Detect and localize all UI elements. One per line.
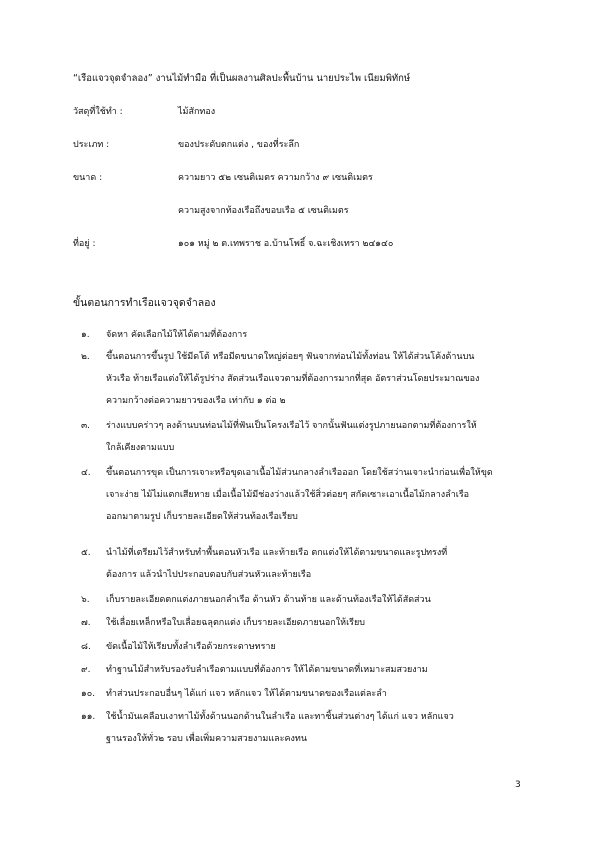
- step-number: ๔.: [81, 468, 91, 478]
- step-number: ๒.: [81, 352, 90, 362]
- step-number: ๘.: [81, 642, 91, 652]
- step-line: เก็บรายละเอียดตกแต่งภายนอกลำเรือ ด้านหัว ด้านท้าย และด้านท้องเรือให้ได้สัดส่วน: [106, 595, 431, 605]
- step-text: [106, 324, 526, 346]
- step-number: ๑๐.: [81, 689, 96, 699]
- info-value: ความยาว ๕๒ เซนติเมตร ความกว้าง ๙ เซนติเมตร: [178, 173, 373, 183]
- step-line: ใช้น้ำมันเคลือบเงาทาไม้ทั้งด้านนอกด้านในลำเรือ และทาชิ้นส่วนต่างๆ ได้แก่ แจว หลักแจว: [106, 712, 454, 722]
- step-number: ๑.: [81, 330, 90, 340]
- info-label: วัสดุที่ใช้ทำ :: [73, 107, 123, 117]
- info-label: ประเภท :: [73, 140, 110, 150]
- step-text: [106, 612, 526, 634]
- step-text: [106, 683, 526, 705]
- step-line: ขึ้นตอนการขึ้นรูป ใช้มีดโต้ หรือมีดขนาดใหญ่ต่อยๆ ฟันจากท่อนไม้ทั้งท่อน ให้ได้ส่วนโค้งด้านบน: [106, 352, 475, 362]
- step-text: [106, 462, 526, 528]
- step-text: [106, 415, 526, 459]
- intro-line: “เรือแจวจุดจำลอง” งานไม้ทำมือ ที่เป็นผลงานศิลปะพื้นบ้าน นายประไพ เนียมพิทักษ์: [73, 73, 411, 84]
- step-text: [106, 542, 526, 586]
- step-line: ออกมาตามรูป เก็บรายละเอียดให้ส่วนท้องเรือเรียบ: [106, 512, 298, 522]
- steps-heading: ขั้นตอนการทำเรือแจวจุดจำลอง: [73, 297, 216, 309]
- step-line: นำไม้ที่เตรียมไว้สำหรับทำพื้นตอนหัวเรือ และท้ายเรือ ตกแต่งให้ได้ตามขนาดและรูปทรงที่: [106, 548, 448, 558]
- info-label: ขนาด :: [73, 173, 103, 183]
- step-line: ใกล้เคียงตามแบบ: [106, 443, 175, 453]
- step-number: ๑๑.: [81, 712, 96, 722]
- step-line: ร่างแบบคร่าวๆ ลงด้านบนท่อนไม้ที่ฟันเป็นโครงเรือไว้ จากนั้นฟันแต่งรูปภายนอกตามที่ต้องการให้: [106, 421, 477, 431]
- page-number: 3: [515, 780, 521, 790]
- step-text: [106, 636, 526, 658]
- step-number: ๖.: [81, 595, 90, 605]
- step-text: [106, 346, 526, 412]
- step-number: ๓.: [81, 421, 91, 431]
- step-line: ทำฐานไม้สำหรับรองรับลำเรือตามแบบที่ต้องการ ให้ได้ตามขนาดที่เหมาะสมสวยงาม: [106, 665, 428, 675]
- step-line: ฐานรองให้ทั่ว๒ รอบ เพื่อเพิ่มความสวยงามและคงทน: [106, 734, 307, 744]
- step-text: [106, 659, 526, 681]
- step-line: ใช้เลื่อยเหล็กหรือใบเลื่อยฉลุตกแต่ง เก็บรายละเอียดภายนอกให้เรียบ: [106, 618, 365, 628]
- step-line: ต้องการ แล้วนำไปประกอบตอบกับส่วนหัวและท้ายเรือ: [106, 570, 312, 580]
- step-line: ทำส่วนประกอบอื่นๆ ได้แก่ แจว หลักแจว ให้ได้ตามขนาดของเรือแต่ละลำ: [106, 689, 387, 699]
- step-text: [106, 706, 526, 750]
- info-value: ๑๐๑ หมู่ ๒ ต.เทพราช อ.บ้านโพธิ์ จ.ฉะเชิงเทรา ๒๔๑๔๐: [178, 239, 394, 249]
- step-number: ๕.: [81, 548, 91, 558]
- step-text: [106, 589, 526, 611]
- step-number: ๙.: [81, 665, 91, 675]
- step-line: จัดหา คัดเลือกไม้ให้ได้ตามที่ต้องการ: [106, 330, 248, 340]
- info-value: ความสูงจากท้องเรือถึงขอบเรือ ๕ เซนติเมตร: [178, 206, 349, 216]
- step-line: ความกว้างต่อความยาวของเรือ เท่ากับ ๑ ต่อ ๒: [106, 396, 286, 406]
- step-line: ขึ้นตอนการขุด เป็นการเจาะหรือขุดเอาเนื้อไม้ส่วนกลางลำเรือออก โดยใช้สว่านเจาะนำก่อนเพื่อให้ขุด: [106, 468, 493, 478]
- step-line: เจาะง่าย ไม้ไม่แตกเสียหาย เมื่อเนื้อไม้มีช่องว่างแล้วใช้สิ่วต่อยๆ สกัดเซาะเอาเนื้อไม้กลางลำเรือ: [106, 490, 470, 500]
- info-value: ของประดับตกแต่ง , ของที่ระลึก: [178, 140, 300, 150]
- step-line: ขัดเนื้อไม้ให้เรียบทั้งลำเรือด้วยกระดาษทราย: [106, 642, 276, 652]
- step-number: ๗.: [81, 618, 91, 628]
- step-line: หัวเรือ ท้ายเรือแต่งให้ได้รูปร่าง สัดส่วนเรือแจวตามที่ต้องการมากที่สุด อัตราส่วนโดยประมาณของ: [106, 374, 480, 384]
- info-value: ไม้สักทอง: [178, 107, 216, 117]
- info-label: ที่อยู่ :: [73, 239, 96, 249]
